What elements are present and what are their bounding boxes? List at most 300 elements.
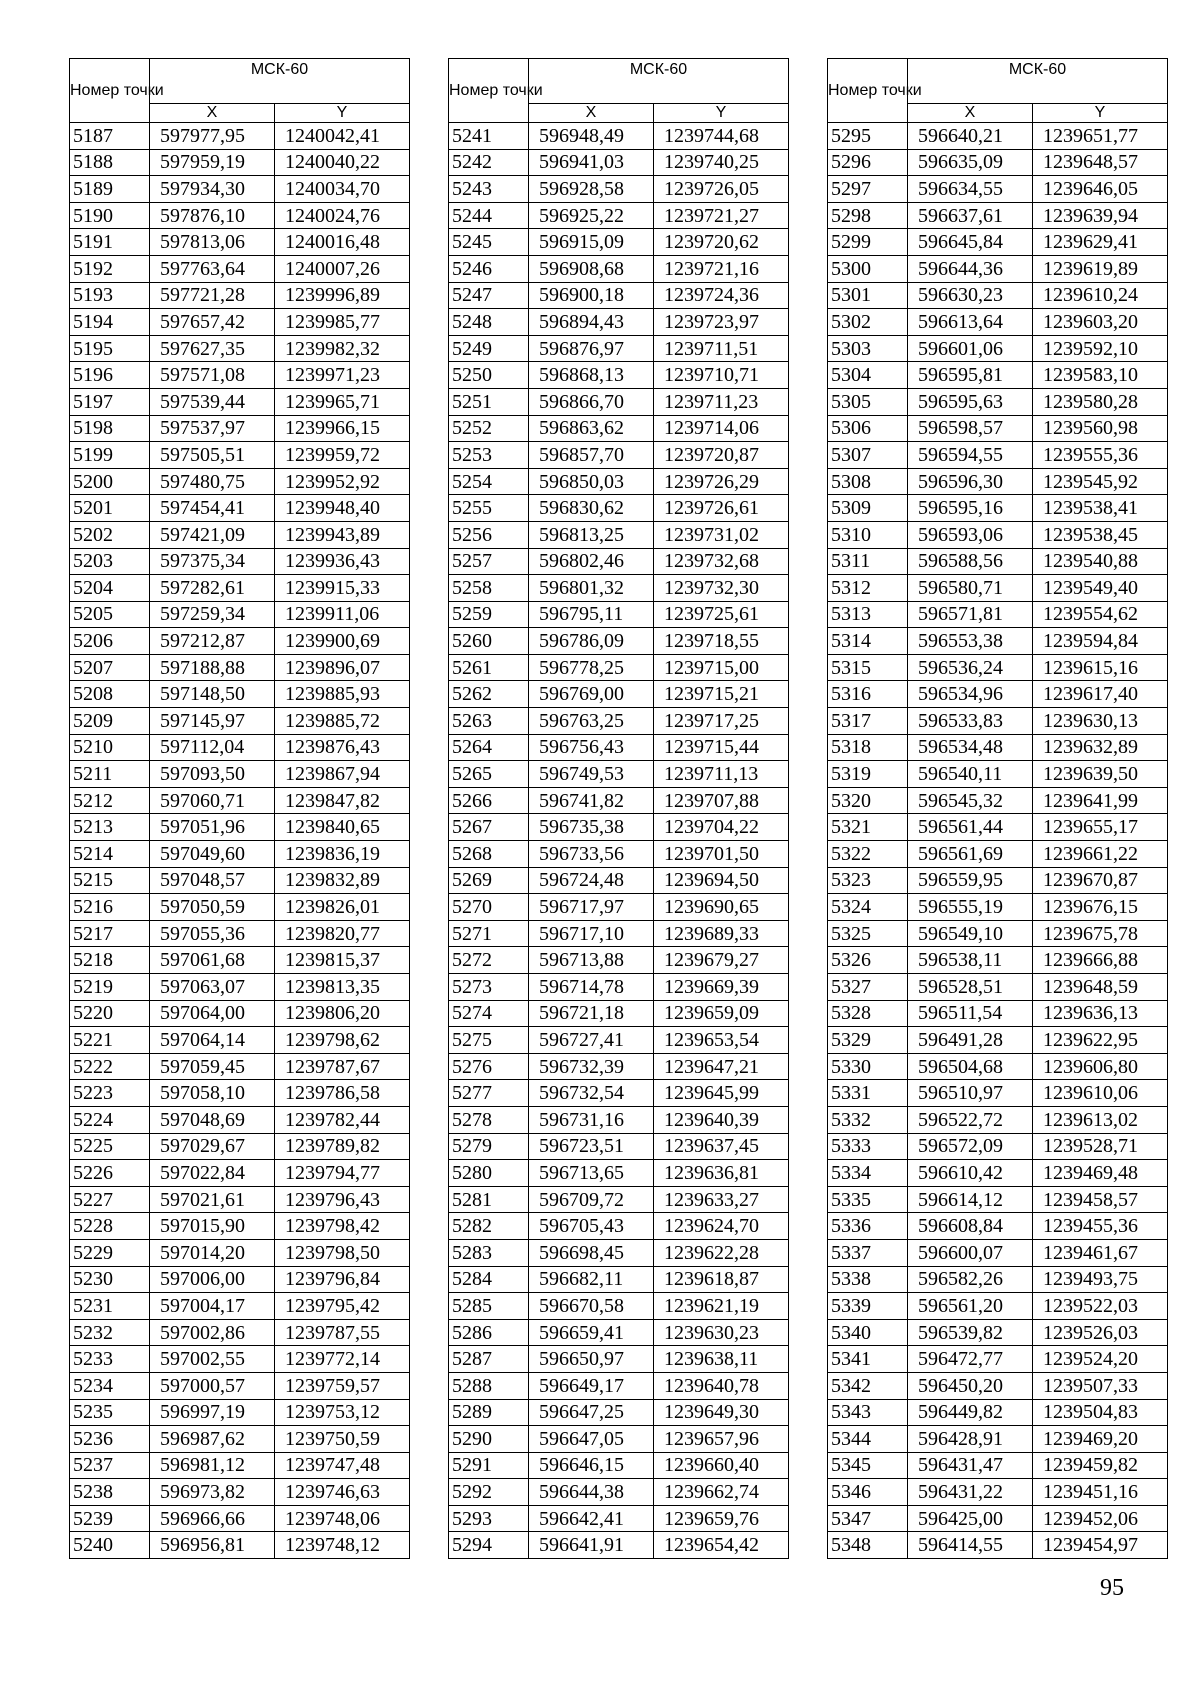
x-coordinate-cell: 596733,56	[529, 841, 654, 868]
x-coordinate-cell: 596698,45	[529, 1239, 654, 1266]
point-number-cell: 5327	[828, 974, 908, 1001]
table-row	[828, 1239, 1168, 1266]
table-row	[70, 761, 410, 788]
y-coordinate-cell: 1239618,87	[654, 1266, 789, 1293]
point-number-cell: 5275	[449, 1027, 529, 1054]
x-coordinate-cell: 596593,06	[908, 521, 1033, 548]
x-coordinate-cell: 596956,81	[150, 1532, 275, 1559]
table-row	[70, 282, 410, 309]
point-number-cell: 5321	[828, 814, 908, 841]
point-number-cell: 5224	[70, 1106, 150, 1133]
table-row	[70, 1160, 410, 1187]
point-number-cell: 5215	[70, 867, 150, 894]
x-coordinate-cell: 596801,32	[529, 575, 654, 602]
y-coordinate-cell: 1239451,16	[1033, 1479, 1168, 1506]
x-coordinate-cell: 596713,65	[529, 1160, 654, 1187]
y-coordinate-cell: 1239943,89	[275, 521, 410, 548]
point-number-cell: 5273	[449, 974, 529, 1001]
table-row	[70, 601, 410, 628]
point-number-header: Номер точки	[449, 59, 529, 123]
y-coordinate-cell: 1239885,72	[275, 708, 410, 735]
table-row	[828, 1319, 1168, 1346]
point-number-cell: 5337	[828, 1239, 908, 1266]
table-row	[70, 814, 410, 841]
y-coordinate-cell: 1239900,69	[275, 628, 410, 655]
point-number-cell: 5197	[70, 388, 150, 415]
point-number-cell: 5318	[828, 734, 908, 761]
x-coordinate-cell: 596555,19	[908, 894, 1033, 921]
point-number-cell: 5323	[828, 867, 908, 894]
x-coordinate-cell: 596642,41	[529, 1505, 654, 1532]
y-coordinate-cell: 1239648,57	[1033, 149, 1168, 176]
table-row	[828, 601, 1168, 628]
y-coordinate-cell: 1239632,89	[1033, 734, 1168, 761]
table-row	[828, 149, 1168, 176]
table-row	[70, 1000, 410, 1027]
table-row	[70, 841, 410, 868]
x-coordinate-cell: 597148,50	[150, 681, 275, 708]
x-coordinate-cell: 596646,15	[529, 1452, 654, 1479]
x-coordinate-cell: 597015,90	[150, 1213, 275, 1240]
table-row	[449, 149, 789, 176]
x-coordinate-cell: 597064,14	[150, 1027, 275, 1054]
point-number-cell: 5231	[70, 1293, 150, 1320]
table-row	[70, 229, 410, 256]
point-number-cell: 5220	[70, 1000, 150, 1027]
table-row	[449, 442, 789, 469]
x-coordinate-cell: 596717,97	[529, 894, 654, 921]
table-row	[828, 176, 1168, 203]
table-row	[70, 362, 410, 389]
table-row	[828, 787, 1168, 814]
x-coordinate-cell: 597058,10	[150, 1080, 275, 1107]
y-coordinate-cell: 1239617,40	[1033, 681, 1168, 708]
point-number-cell: 5320	[828, 787, 908, 814]
point-number-cell: 5264	[449, 734, 529, 761]
table-row	[449, 1133, 789, 1160]
table-row	[828, 974, 1168, 1001]
table-row	[828, 1479, 1168, 1506]
table-row	[70, 335, 410, 362]
x-coordinate-cell: 596659,41	[529, 1319, 654, 1346]
x-coordinate-cell: 597064,00	[150, 1000, 275, 1027]
table-row	[449, 894, 789, 921]
y-coordinate-cell: 1239610,06	[1033, 1080, 1168, 1107]
x-coordinate-cell: 597421,09	[150, 521, 275, 548]
x-coordinate-cell: 597959,19	[150, 149, 275, 176]
y-coordinate-cell: 1239606,80	[1033, 1053, 1168, 1080]
x-coordinate-cell: 596449,82	[908, 1399, 1033, 1426]
point-number-cell: 5283	[449, 1239, 529, 1266]
x-coordinate-cell: 596600,07	[908, 1239, 1033, 1266]
table-row	[449, 681, 789, 708]
table-row	[828, 1293, 1168, 1320]
point-number-cell: 5345	[828, 1452, 908, 1479]
point-number-cell: 5258	[449, 575, 529, 602]
y-coordinate-cell: 1239794,77	[275, 1160, 410, 1187]
point-number-cell: 5331	[828, 1080, 908, 1107]
table-row	[828, 1266, 1168, 1293]
table-row	[449, 1106, 789, 1133]
point-number-cell: 5216	[70, 894, 150, 921]
y-coordinate-cell: 1239815,37	[275, 947, 410, 974]
point-number-cell: 5201	[70, 495, 150, 522]
table-row	[70, 867, 410, 894]
x-coordinate-cell: 596647,25	[529, 1399, 654, 1426]
point-number-cell: 5296	[828, 149, 908, 176]
table-row	[70, 734, 410, 761]
x-coordinate-cell: 597002,55	[150, 1346, 275, 1373]
table-row	[828, 282, 1168, 309]
x-coordinate-cell: 597049,60	[150, 841, 275, 868]
x-coordinate-cell: 596594,55	[908, 442, 1033, 469]
point-number-cell: 5311	[828, 548, 908, 575]
x-coordinate-cell: 596425,00	[908, 1505, 1033, 1532]
x-coordinate-cell: 597048,57	[150, 867, 275, 894]
x-coordinate-cell: 596522,72	[908, 1106, 1033, 1133]
point-number-cell: 5252	[449, 415, 529, 442]
y-coordinate-cell: 1239690,65	[654, 894, 789, 921]
x-coordinate-cell: 596431,22	[908, 1479, 1033, 1506]
x-coordinate-cell: 596613,64	[908, 309, 1033, 336]
table-row	[449, 920, 789, 947]
y-coordinate-cell: 1239524,20	[1033, 1346, 1168, 1373]
y-coordinate-cell: 1239711,51	[654, 335, 789, 362]
x-coordinate-cell: 596614,12	[908, 1186, 1033, 1213]
y-coordinate-cell: 1239469,20	[1033, 1426, 1168, 1453]
point-number-cell: 5343	[828, 1399, 908, 1426]
point-number-cell: 5256	[449, 521, 529, 548]
x-coordinate-cell: 596741,82	[529, 787, 654, 814]
x-coordinate-cell: 596714,78	[529, 974, 654, 1001]
y-coordinate-cell: 1239982,32	[275, 335, 410, 362]
y-coordinate-cell: 1239876,43	[275, 734, 410, 761]
x-coordinate-cell: 596582,26	[908, 1266, 1033, 1293]
point-number-cell: 5300	[828, 255, 908, 282]
x-coordinate-cell: 597375,34	[150, 548, 275, 575]
y-coordinate-cell: 1239636,13	[1033, 1000, 1168, 1027]
x-coordinate-cell: 596472,77	[908, 1346, 1033, 1373]
table-row	[70, 442, 410, 469]
table-row	[449, 255, 789, 282]
x-column-header: X	[908, 104, 1033, 123]
y-coordinate-cell: 1239753,12	[275, 1399, 410, 1426]
point-number-cell: 5313	[828, 601, 908, 628]
table-row	[828, 309, 1168, 336]
y-coordinate-cell: 1239796,43	[275, 1186, 410, 1213]
table-row	[70, 1372, 410, 1399]
table-row	[449, 202, 789, 229]
x-coordinate-cell: 596491,28	[908, 1027, 1033, 1054]
table-row	[828, 1133, 1168, 1160]
table-row	[828, 814, 1168, 841]
table-row	[70, 255, 410, 282]
x-coordinate-cell: 596830,62	[529, 495, 654, 522]
point-number-cell: 5326	[828, 947, 908, 974]
x-coordinate-cell: 597063,07	[150, 974, 275, 1001]
point-number-cell: 5312	[828, 575, 908, 602]
table-row	[449, 415, 789, 442]
table-row	[70, 1293, 410, 1320]
table-row	[70, 708, 410, 735]
point-number-cell: 5291	[449, 1452, 529, 1479]
table-row	[449, 867, 789, 894]
x-coordinate-cell: 596900,18	[529, 282, 654, 309]
table-row	[828, 681, 1168, 708]
point-number-cell: 5295	[828, 123, 908, 150]
table-row	[828, 841, 1168, 868]
table-row	[449, 761, 789, 788]
x-coordinate-cell: 596450,20	[908, 1372, 1033, 1399]
table-row	[70, 947, 410, 974]
point-number-cell: 5228	[70, 1213, 150, 1240]
x-coordinate-cell: 597061,68	[150, 947, 275, 974]
x-coordinate-cell: 596598,57	[908, 415, 1033, 442]
coordinate-system-header: МСК-60	[150, 59, 410, 104]
point-number-cell: 5192	[70, 255, 150, 282]
table-row	[70, 415, 410, 442]
point-number-cell: 5225	[70, 1133, 150, 1160]
x-coordinate-cell: 596857,70	[529, 442, 654, 469]
table-row	[828, 1426, 1168, 1453]
table-row	[828, 255, 1168, 282]
point-number-cell: 5341	[828, 1346, 908, 1373]
x-coordinate-cell: 596610,42	[908, 1160, 1033, 1187]
y-coordinate-cell: 1239796,84	[275, 1266, 410, 1293]
table-row	[449, 628, 789, 655]
table-row	[828, 1532, 1168, 1559]
table-row	[70, 628, 410, 655]
x-coordinate-cell: 596850,03	[529, 468, 654, 495]
table-row	[449, 335, 789, 362]
y-coordinate-cell: 1239744,68	[654, 123, 789, 150]
y-coordinate-cell: 1239952,92	[275, 468, 410, 495]
y-coordinate-cell: 1239847,82	[275, 787, 410, 814]
x-coordinate-cell: 596533,83	[908, 708, 1033, 735]
table-row	[70, 1213, 410, 1240]
x-coordinate-cell: 596966,66	[150, 1505, 275, 1532]
table-row	[828, 734, 1168, 761]
x-coordinate-cell: 597876,10	[150, 202, 275, 229]
y-coordinate-cell: 1239798,42	[275, 1213, 410, 1240]
x-coordinate-cell: 596595,63	[908, 388, 1033, 415]
y-coordinate-cell: 1239748,06	[275, 1505, 410, 1532]
table-row	[828, 654, 1168, 681]
table-row	[449, 1532, 789, 1559]
y-coordinate-cell: 1239649,30	[654, 1399, 789, 1426]
point-number-cell: 5246	[449, 255, 529, 282]
table-row	[828, 1213, 1168, 1240]
table-row	[449, 229, 789, 256]
y-coordinate-cell: 1239461,67	[1033, 1239, 1168, 1266]
x-coordinate-cell: 597050,59	[150, 894, 275, 921]
x-coordinate-cell: 596987,62	[150, 1426, 275, 1453]
y-coordinate-cell: 1239646,05	[1033, 176, 1168, 203]
y-coordinate-cell: 1239772,14	[275, 1346, 410, 1373]
table-row	[449, 1239, 789, 1266]
y-coordinate-cell: 1239840,65	[275, 814, 410, 841]
table-row	[828, 1080, 1168, 1107]
y-coordinate-cell: 1239549,40	[1033, 575, 1168, 602]
x-coordinate-cell: 596561,69	[908, 841, 1033, 868]
y-coordinate-cell: 1239787,67	[275, 1053, 410, 1080]
x-coordinate-cell: 596866,70	[529, 388, 654, 415]
table-row	[70, 149, 410, 176]
table-row	[449, 654, 789, 681]
x-coordinate-cell: 596504,68	[908, 1053, 1033, 1080]
x-coordinate-cell: 596732,54	[529, 1080, 654, 1107]
point-number-cell: 5309	[828, 495, 908, 522]
point-number-cell: 5304	[828, 362, 908, 389]
y-coordinate-cell: 1239504,83	[1033, 1399, 1168, 1426]
point-number-cell: 5254	[449, 468, 529, 495]
x-coordinate-cell: 597006,00	[150, 1266, 275, 1293]
y-coordinate-cell: 1239655,17	[1033, 814, 1168, 841]
y-coordinate-cell: 1239832,89	[275, 867, 410, 894]
table-row	[70, 681, 410, 708]
x-coordinate-cell: 596731,16	[529, 1106, 654, 1133]
point-number-cell: 5266	[449, 787, 529, 814]
point-number-cell: 5204	[70, 575, 150, 602]
point-number-cell: 5282	[449, 1213, 529, 1240]
y-coordinate-cell: 1239661,22	[1033, 841, 1168, 868]
x-coordinate-cell: 596941,03	[529, 149, 654, 176]
point-number-cell: 5210	[70, 734, 150, 761]
y-coordinate-cell: 1239707,88	[654, 787, 789, 814]
point-number-cell: 5277	[449, 1080, 529, 1107]
point-number-cell: 5208	[70, 681, 150, 708]
point-number-cell: 5235	[70, 1399, 150, 1426]
x-coordinate-cell: 596414,55	[908, 1532, 1033, 1559]
coordinates-table-body	[449, 123, 789, 1559]
point-number-cell: 5338	[828, 1266, 908, 1293]
table-row	[449, 1027, 789, 1054]
table-row	[449, 1452, 789, 1479]
x-coordinate-cell: 596894,43	[529, 309, 654, 336]
table-row	[828, 920, 1168, 947]
point-number-cell: 5317	[828, 708, 908, 735]
x-coordinate-cell: 597212,87	[150, 628, 275, 655]
table-row	[449, 1266, 789, 1293]
point-number-cell: 5214	[70, 841, 150, 868]
point-number-cell: 5198	[70, 415, 150, 442]
table-row	[70, 787, 410, 814]
y-coordinate-cell: 1239662,74	[654, 1479, 789, 1506]
y-coordinate-cell: 1239630,13	[1033, 708, 1168, 735]
x-coordinate-cell: 596802,46	[529, 548, 654, 575]
point-number-cell: 5261	[449, 654, 529, 681]
x-coordinate-cell: 596749,53	[529, 761, 654, 788]
y-coordinate-cell: 1239726,29	[654, 468, 789, 495]
x-coordinate-cell: 596973,82	[150, 1479, 275, 1506]
x-coordinate-cell: 596786,09	[529, 628, 654, 655]
table-row	[449, 1505, 789, 1532]
y-coordinate-cell: 1239798,62	[275, 1027, 410, 1054]
y-coordinate-cell: 1239759,57	[275, 1372, 410, 1399]
x-coordinate-cell: 596709,72	[529, 1186, 654, 1213]
y-coordinate-cell: 1239711,13	[654, 761, 789, 788]
y-coordinate-cell: 1239651,77	[1033, 123, 1168, 150]
y-coordinate-cell: 1239701,50	[654, 841, 789, 868]
point-number-cell: 5305	[828, 388, 908, 415]
y-coordinate-cell: 1239657,96	[654, 1426, 789, 1453]
point-number-cell: 5274	[449, 1000, 529, 1027]
y-coordinate-cell: 1239720,62	[654, 229, 789, 256]
point-number-cell: 5232	[70, 1319, 150, 1346]
table-row	[449, 708, 789, 735]
y-coordinate-cell: 1239659,76	[654, 1505, 789, 1532]
point-number-header: Номер точки	[828, 59, 908, 123]
x-coordinate-cell: 596580,71	[908, 575, 1033, 602]
y-coordinate-cell: 1239732,68	[654, 548, 789, 575]
table-row	[449, 1426, 789, 1453]
y-coordinate-cell: 1239622,28	[654, 1239, 789, 1266]
y-coordinate-cell: 1239648,59	[1033, 974, 1168, 1001]
table-row	[449, 1160, 789, 1187]
point-number-cell: 5324	[828, 894, 908, 921]
table-row	[70, 123, 410, 150]
y-coordinate-cell: 1239732,30	[654, 575, 789, 602]
y-column-header: Y	[1033, 104, 1168, 123]
table-row	[449, 1319, 789, 1346]
y-coordinate-cell: 1239610,24	[1033, 282, 1168, 309]
table-row	[449, 974, 789, 1001]
y-coordinate-cell: 1239592,10	[1033, 335, 1168, 362]
table-row	[70, 1266, 410, 1293]
y-coordinate-cell: 1239455,36	[1033, 1213, 1168, 1240]
table-row	[828, 123, 1168, 150]
x-coordinate-cell: 597055,36	[150, 920, 275, 947]
table-row	[828, 708, 1168, 735]
x-coordinate-cell: 596908,68	[529, 255, 654, 282]
x-coordinate-cell: 596510,97	[908, 1080, 1033, 1107]
x-coordinate-cell: 597571,08	[150, 362, 275, 389]
x-coordinate-cell: 596640,21	[908, 123, 1033, 150]
table-row	[828, 1053, 1168, 1080]
y-coordinate-cell: 1239911,06	[275, 601, 410, 628]
x-coordinate-cell: 596876,97	[529, 335, 654, 362]
table-row	[828, 229, 1168, 256]
x-coordinate-cell: 596723,51	[529, 1133, 654, 1160]
point-number-cell: 5230	[70, 1266, 150, 1293]
table-row	[70, 1106, 410, 1133]
point-number-cell: 5248	[449, 309, 529, 336]
x-coordinate-cell: 597021,61	[150, 1186, 275, 1213]
table-row	[828, 867, 1168, 894]
y-coordinate-cell: 1239915,33	[275, 575, 410, 602]
x-coordinate-cell: 596650,97	[529, 1346, 654, 1373]
table-row	[449, 1346, 789, 1373]
x-coordinate-cell: 596641,91	[529, 1532, 654, 1559]
point-number-cell: 5244	[449, 202, 529, 229]
table-row	[449, 601, 789, 628]
y-coordinate-cell: 1240042,41	[275, 123, 410, 150]
table-row	[449, 1186, 789, 1213]
point-number-cell: 5297	[828, 176, 908, 203]
x-coordinate-cell: 597934,30	[150, 176, 275, 203]
point-number-cell: 5334	[828, 1160, 908, 1187]
table-row	[70, 894, 410, 921]
point-number-cell: 5347	[828, 1505, 908, 1532]
y-coordinate-cell: 1239715,44	[654, 734, 789, 761]
y-coordinate-cell: 1239666,88	[1033, 947, 1168, 974]
y-coordinate-cell: 1239694,50	[654, 867, 789, 894]
point-number-cell: 5249	[449, 335, 529, 362]
point-number-cell: 5209	[70, 708, 150, 735]
x-coordinate-cell: 597977,95	[150, 123, 275, 150]
point-number-cell: 5196	[70, 362, 150, 389]
x-coordinate-cell: 596756,43	[529, 734, 654, 761]
